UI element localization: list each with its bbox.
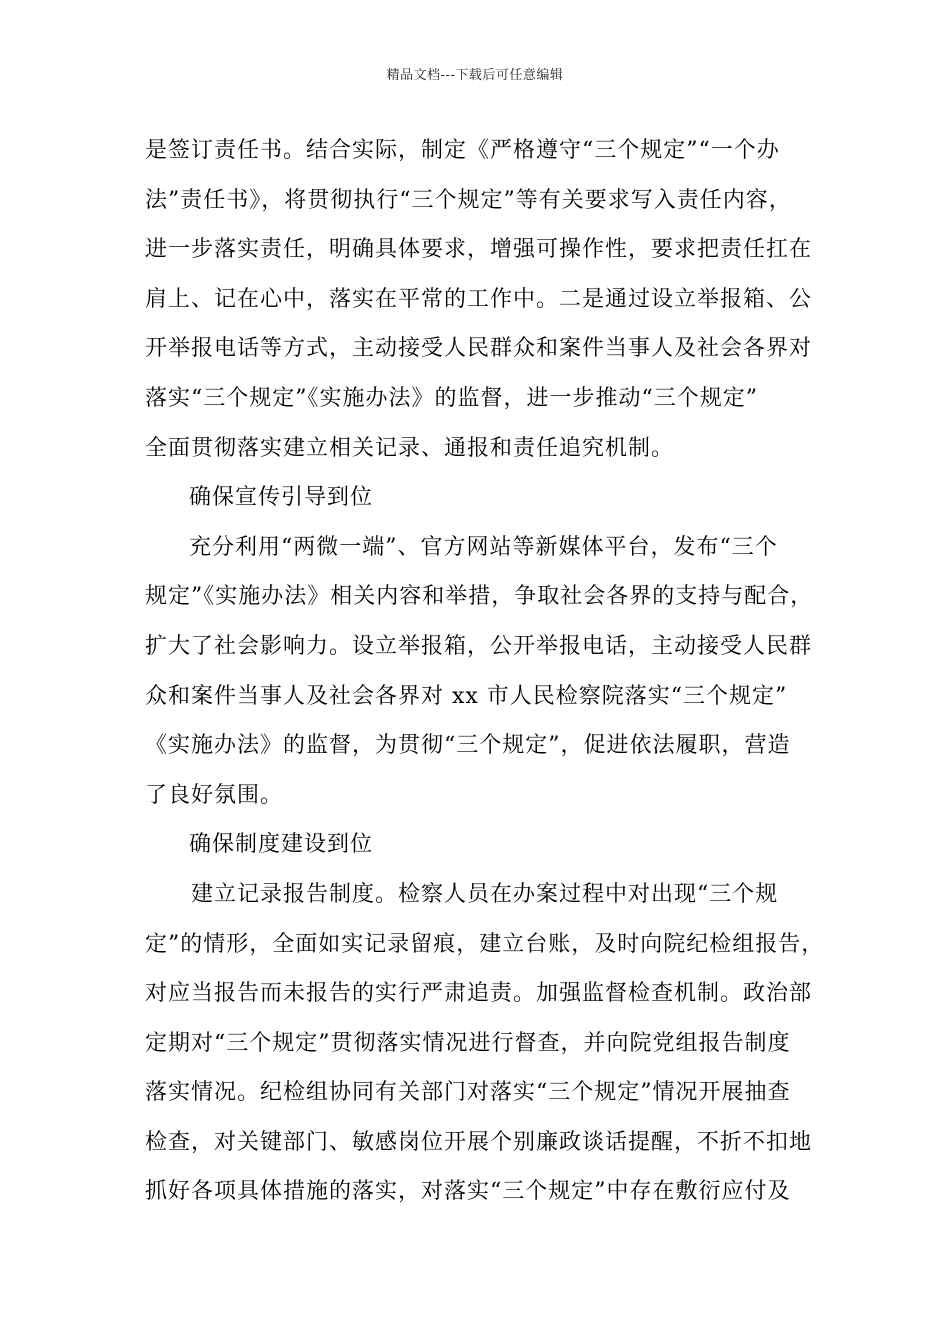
paragraph-first-line: 建立记录报告制度。检察人员在办案过程中对出现“三个规 [191, 881, 779, 907]
body-line: 了良好氛围。 [145, 782, 284, 808]
body-line: 抓好各项具体措施的落实，对落实“三个规定”中存在敷衍应付及 [145, 1179, 791, 1205]
body-line: 规定”《实施办法》相关内容和举措，争取社会各界的支持与配合， [145, 584, 814, 610]
body-line: 检查，对关键部门、敏感岗位开展个别廉政谈话提醒，不折不扣地 [145, 1129, 813, 1155]
body-line: 对应当报告而未报告的实行严肃追责。加强监督检查机制。政治部 [145, 981, 813, 1007]
body-line: 定”的情形，全面如实记录留痕，建立台账，及时向院纪检组报告， [145, 931, 825, 957]
body-line: 法”责任书》，将贯彻执行“三个规定”等有关要求写入责任内容， [145, 187, 792, 213]
body-line: 落实“三个规定”《实施办法》的监督，进一步推动“三个规定” [145, 385, 758, 411]
body-line: 全面贯彻落实建立相关记录、通报和责任追究机制。 [145, 435, 675, 461]
body-line: 《实施办法》的监督，为贯彻“三个规定”，促进依法履职，营造 [145, 733, 791, 759]
body-line: 进一步落实责任，明确具体要求，增强可操作性，要求把责任扛在 [145, 237, 813, 263]
document-body [145, 126, 825, 1217]
body-line: 肩上、记在心中，落实在平常的工作中。二是通过设立举报箱、公 [145, 286, 813, 312]
body-line: 是签订责任书。结合实际，制定《严格遵守“三个规定”“一个办 [145, 138, 780, 163]
section-heading: 确保制度建设到位 [189, 832, 374, 858]
page-header: 精品文档---下载后可任意编辑 [386, 68, 564, 83]
body-line: 众和案件当事人及社会各界对 xx 市人民检察院落实“三个规定” [145, 683, 788, 709]
section-heading: 确保宣传引导到位 [189, 485, 374, 511]
paragraph-first-line: 充分利用“两微一端”、官方网站等新媒体平台，发布“三个 [189, 534, 778, 560]
body-line: 落实情况。纪检组协同有关部门对落实“三个规定”情况开展抽查 [145, 1080, 791, 1106]
body-line: 定期对“三个规定”贯彻落实情况进行督查，并向院党组报告制度 [145, 1030, 791, 1056]
body-line: 扩大了社会影响力。设立举报箱，公开举报电话，主动接受人民群 [145, 633, 813, 659]
body-line: 开举报电话等方式，主动接受人民群众和案件当事人及社会各界对 [145, 336, 813, 362]
